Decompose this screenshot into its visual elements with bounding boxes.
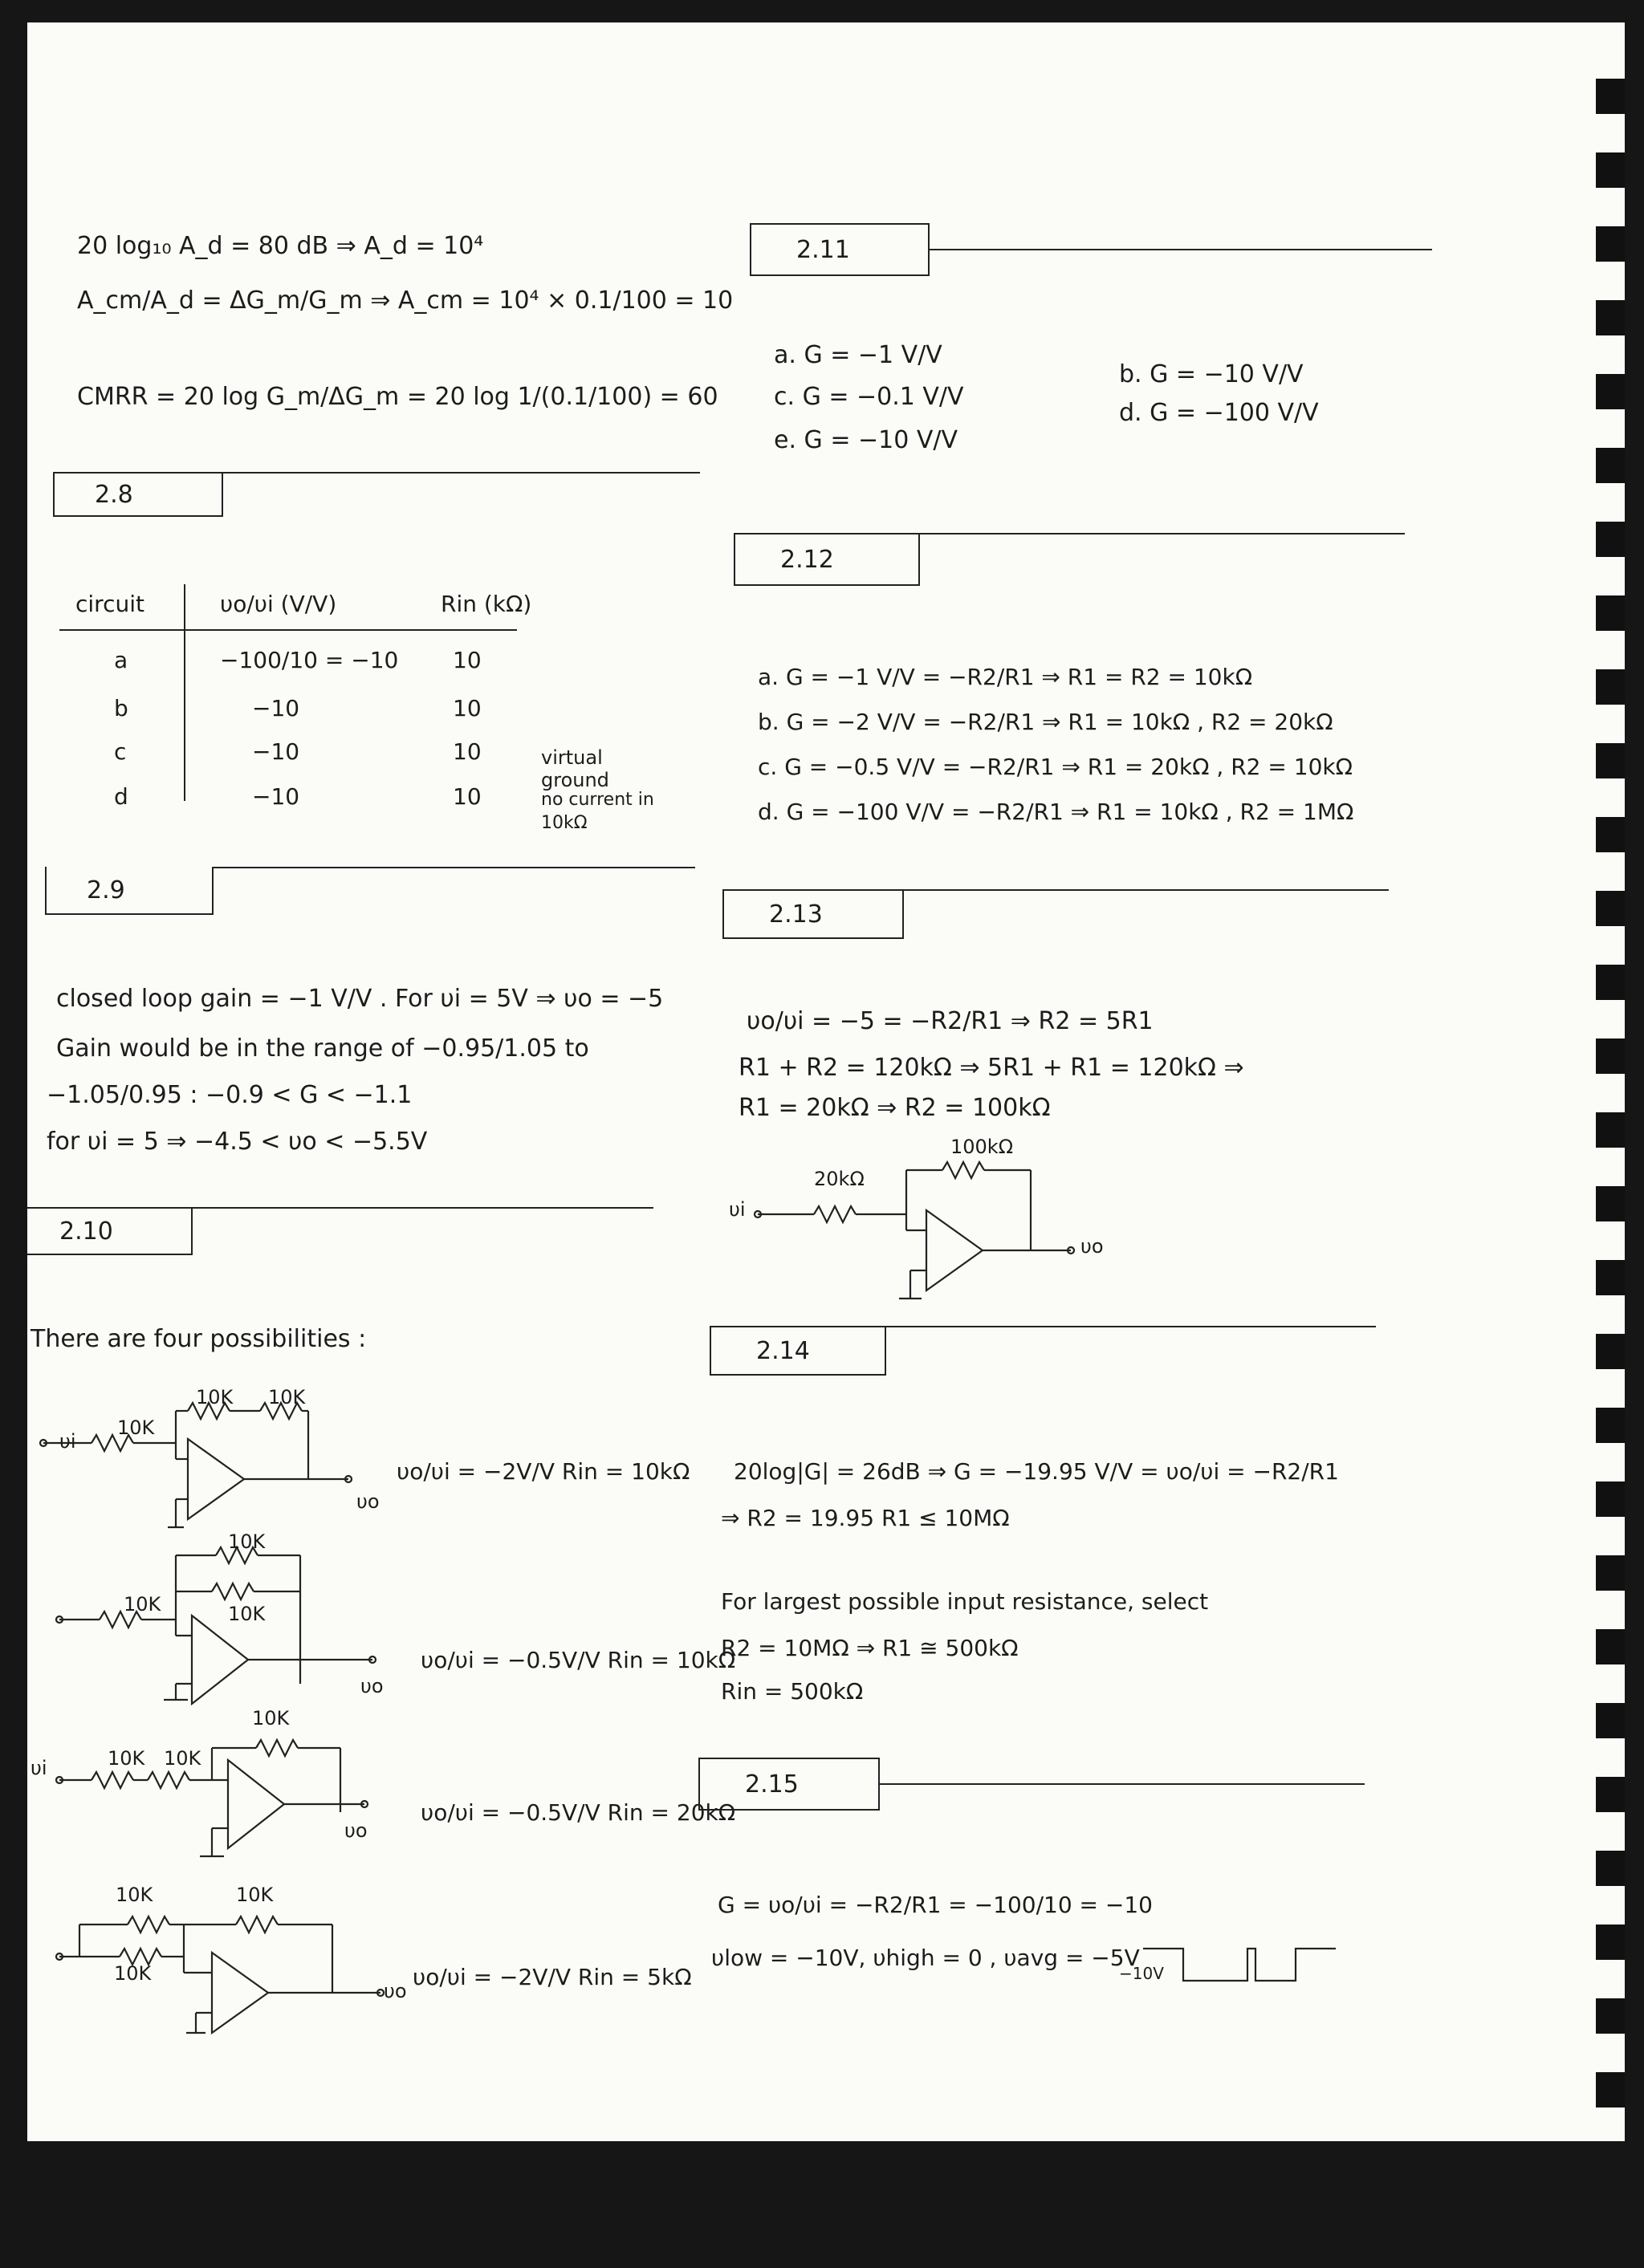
binding-tab — [1596, 1038, 1625, 1074]
binding-tab — [1596, 1777, 1625, 1812]
c4-rf2: 10K — [236, 1884, 274, 1906]
s2-9-line-2: Gain would be in the range of −0.95/1.05 to — [56, 1034, 589, 1063]
binding-tab — [1596, 79, 1625, 114]
section-2-11-header — [750, 223, 1432, 279]
spiral-binding — [1596, 22, 1625, 2141]
c4-equation: υo/υi = −2V/V Rin = 5kΩ — [413, 1964, 692, 1990]
s2-12-d: d. G = −100 V/V = −R2/R1 ⇒ R1 = 10kΩ , R2 = 1MΩ — [758, 799, 1354, 825]
s2-15-line-1: G = υo/υi = −R2/R1 = −100/10 = −10 — [718, 1892, 1153, 1918]
binding-tab — [1596, 1925, 1625, 1960]
binding-tab — [1596, 891, 1625, 926]
table-header-rin: Rin (kΩ) — [441, 591, 532, 617]
binding-tab — [1596, 1112, 1625, 1148]
s2-13-vo: υo — [1080, 1235, 1104, 1258]
inverting-amp-circuit-2-13 — [726, 1138, 1143, 1315]
binding-tab — [1596, 374, 1625, 409]
s2-12-a: a. G = −1 V/V = −R2/R1 ⇒ R1 = R2 = 10kΩ — [758, 664, 1253, 690]
c1-vo: υo — [356, 1490, 380, 1513]
section-label: 2.12 — [734, 533, 920, 586]
gain-table — [59, 576, 669, 833]
binding-tab — [1596, 2072, 1625, 2107]
binding-tab — [1596, 595, 1625, 631]
s2-9-line-4: for υi = 5 ⇒ −4.5 < υo < −5.5V — [47, 1128, 428, 1156]
s2-14-line-4: R2 = 10MΩ ⇒ R1 ≅ 500kΩ — [721, 1635, 1019, 1661]
binding-tab — [1596, 300, 1625, 335]
section-2-9-header — [45, 867, 695, 920]
section-label: 2.13 — [722, 889, 904, 939]
section-2-10-header — [27, 1207, 653, 1260]
s2-11-b: b. G = −10 V/V — [1119, 360, 1304, 388]
s2-11-a: a. G = −1 V/V — [774, 341, 942, 369]
binding-tab — [1596, 1703, 1625, 1738]
row-a-gain: −100/10 = −10 — [220, 647, 399, 673]
binding-tab — [1596, 1629, 1625, 1664]
row-d-note: no current in 10kΩ — [541, 790, 654, 833]
s2-9-line-3: −1.05/0.95 : −0.9 < G < −1.1 — [47, 1081, 413, 1109]
row-a-circuit: a — [114, 647, 128, 673]
c1-vi: υi — [59, 1430, 76, 1453]
notebook-page — [27, 22, 1625, 2141]
row-b-gain: −10 — [252, 695, 300, 721]
section-2-15-header — [698, 1758, 1365, 1814]
binding-tab — [1596, 965, 1625, 1000]
s2-13-r2: 100kΩ — [950, 1136, 1014, 1158]
binding-tab — [1596, 226, 1625, 262]
row-d-circuit: d — [114, 783, 128, 810]
s2-13-r1: 20kΩ — [814, 1168, 865, 1190]
c4-rf1: 10K — [114, 1962, 152, 1985]
c1-rf1: 10K — [196, 1386, 234, 1408]
intro-line-1: 20 log₁₀ A_d = 80 dB ⇒ A_d = 10⁴ — [77, 232, 484, 260]
section-label: 2.15 — [698, 1758, 880, 1811]
section-2-14-header — [710, 1326, 1376, 1379]
c3-rf1: 10K — [164, 1747, 201, 1770]
row-c-circuit: c — [114, 738, 127, 765]
binding-tab — [1596, 1186, 1625, 1221]
s2-14-line-1: 20log|G| = 26dB ⇒ G = −19.95 V/V = υo/υi = −R2/R1 — [734, 1458, 1339, 1485]
square-wave-sketch — [1135, 1933, 1344, 1997]
binding-tab — [1596, 1334, 1625, 1369]
s2-11-c: c. G = −0.1 V/V — [774, 383, 964, 411]
c2-vo: υo — [360, 1675, 384, 1697]
inverting-amp-circuit-4 — [43, 1876, 413, 2037]
binding-tab — [1596, 1408, 1625, 1443]
row-b-rin: 10 — [453, 695, 482, 721]
row-a-rin: 10 — [453, 647, 482, 673]
row-c-gain: −10 — [252, 738, 300, 765]
c2-rf1: 10K — [228, 1530, 266, 1553]
c3-rin: 10K — [108, 1747, 145, 1770]
row-c-rin: 10 — [453, 738, 482, 765]
c1-rf2: 10K — [268, 1386, 306, 1408]
binding-tab — [1596, 817, 1625, 852]
c4-rin: 10K — [116, 1884, 153, 1906]
row-b-circuit: b — [114, 695, 128, 721]
binding-tab — [1596, 1260, 1625, 1295]
c2-rin: 10K — [124, 1593, 161, 1616]
row-d-gain: −10 — [252, 783, 300, 810]
s2-13-line-3: R1 = 20kΩ ⇒ R2 = 100kΩ — [739, 1094, 1051, 1122]
row-c-note: virtual ground — [541, 746, 609, 791]
s2-14-line-3: For largest possible input resistance, select — [721, 1588, 1209, 1615]
section-label: 2.10 — [27, 1207, 193, 1255]
c1-rin: 10K — [117, 1416, 155, 1439]
inverting-amp-circuit-3 — [43, 1708, 389, 1868]
binding-tab — [1596, 743, 1625, 778]
binding-tab — [1596, 1555, 1625, 1591]
binding-tab — [1596, 1851, 1625, 1886]
s2-12-b: b. G = −2 V/V = −R2/R1 ⇒ R1 = 10kΩ , R2 = 20kΩ — [758, 709, 1333, 735]
binding-tab — [1596, 1998, 1625, 2034]
s2-15-line-2: υlow = −10V, υhigh = 0 , υavg = −5V — [711, 1945, 1140, 1971]
section-label: 2.9 — [45, 867, 214, 915]
intro-line-2: A_cm/A_d = ΔG_m/G_m ⇒ A_cm = 10⁴ × 0.1/100 = 10 — [77, 287, 734, 315]
s2-15-wave-label: −10V — [1119, 1964, 1164, 1983]
s2-13-vi: υi — [729, 1198, 746, 1221]
s2-12-c: c. G = −0.5 V/V = −R2/R1 ⇒ R1 = 20kΩ , R2 = 10kΩ — [758, 754, 1353, 780]
c2-equation: υo/υi = −0.5V/V Rin = 10kΩ — [421, 1647, 736, 1673]
s2-13-line-1: υo/υi = −5 = −R2/R1 ⇒ R2 = 5R1 — [747, 1007, 1154, 1035]
s2-13-line-2: R1 + R2 = 120kΩ ⇒ 5R1 + R1 = 120kΩ ⇒ — [739, 1054, 1244, 1082]
table-header-circuit: circuit — [75, 591, 144, 617]
section-label: 2.8 — [53, 472, 223, 517]
binding-tab — [1596, 152, 1625, 188]
c3-vi: υi — [31, 1757, 47, 1779]
s2-14-line-5: Rin = 500kΩ — [721, 1678, 864, 1705]
binding-tab — [1596, 1482, 1625, 1517]
section-2-8-header — [53, 472, 700, 528]
c3-vo: υo — [344, 1819, 368, 1842]
c3-equation: υo/υi = −0.5V/V Rin = 20kΩ — [421, 1799, 736, 1826]
c3-rf2: 10K — [252, 1707, 290, 1729]
c2-rf2: 10K — [228, 1603, 266, 1625]
s2-11-e: e. G = −10 V/V — [774, 426, 958, 454]
binding-tab — [1596, 448, 1625, 483]
binding-tab — [1596, 669, 1625, 705]
section-label: 2.14 — [710, 1326, 886, 1376]
section-2-12-header — [734, 533, 1405, 589]
binding-tab — [1596, 522, 1625, 557]
section-2-13-header — [722, 889, 1389, 942]
s2-10-intro: There are four possibilities : — [31, 1325, 367, 1353]
row-d-rin: 10 — [453, 783, 482, 810]
table-header-gain: υo/υi (V/V) — [220, 591, 337, 617]
s2-11-d: d. G = −100 V/V — [1119, 399, 1319, 427]
section-label: 2.11 — [750, 223, 930, 276]
s2-9-line-1: closed loop gain = −1 V/V . For υi = 5V ⇒ υo = −5 — [56, 985, 664, 1013]
c4-vo: υo — [384, 1980, 407, 2002]
c1-equation: υo/υi = −2V/V Rin = 10kΩ — [397, 1458, 690, 1485]
s2-14-line-2: ⇒ R2 = 19.95 R1 ≤ 10MΩ — [721, 1505, 1010, 1531]
intro-line-3: CMRR = 20 log G_m/ΔG_m = 20 log 1/(0.1/100) = 60 — [77, 383, 718, 411]
inverting-amp-circuit-2 — [43, 1531, 389, 1708]
